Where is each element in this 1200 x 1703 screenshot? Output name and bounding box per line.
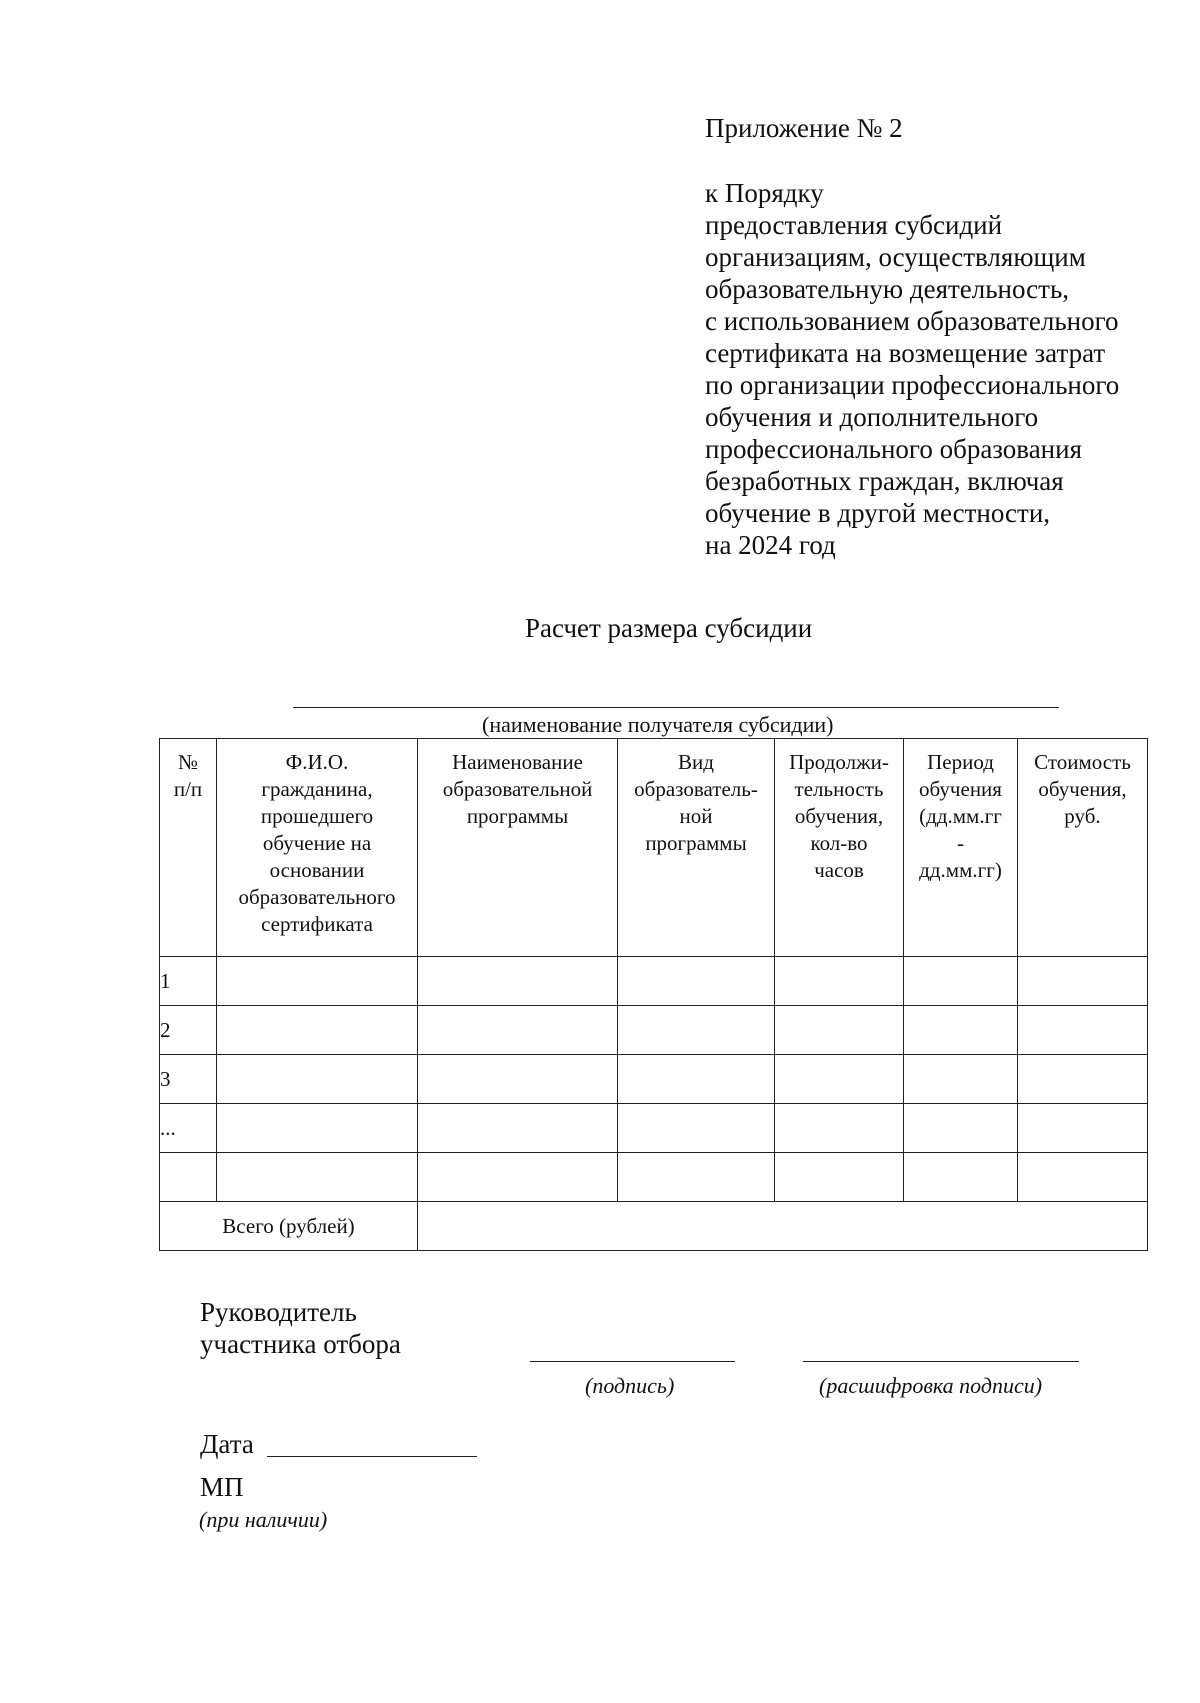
cell-cost[interactable] [1018, 957, 1148, 1006]
appendix-line: сертификата на возмещение затрат [705, 338, 1106, 368]
cell-cost[interactable] [1018, 1006, 1148, 1055]
table-row [160, 957, 1148, 1006]
date-label: Дата [200, 1429, 254, 1459]
appendix-body [705, 177, 1119, 561]
cell-duration[interactable] [775, 957, 904, 1006]
subsidy-calculation-table [159, 738, 1148, 1251]
header-duration: Продолжи- тельность обучения, кол-во часов [775, 739, 904, 957]
cell-program-name[interactable] [418, 957, 618, 1006]
cell-program-type[interactable] [618, 1055, 775, 1104]
signature-caption: (подпись) [585, 1373, 675, 1398]
appendix-line: безработных граждан, включая [705, 466, 1064, 496]
appendix-line: к Порядку [705, 178, 824, 208]
cell-full-name[interactable] [217, 1055, 418, 1104]
appendix-line: обучение в другой местности, [705, 498, 1051, 528]
cell-program-name[interactable] [418, 1153, 618, 1202]
signature-decode-caption: (расшифровка подписи) [819, 1373, 1043, 1398]
row-number: 2 [160, 1006, 217, 1055]
header-full-name: Ф.И.О. гражданина, прошедшего обучение на основании образовательного сертификата [217, 739, 418, 957]
signatory-title-line: Руководитель [200, 1297, 357, 1327]
cell-period[interactable] [904, 1104, 1018, 1153]
cell-cost[interactable] [1018, 1055, 1148, 1104]
signatory-title [200, 1296, 401, 1360]
cell-program-type[interactable] [618, 1153, 775, 1202]
cell-program-type[interactable] [618, 1104, 775, 1153]
row-number: 1 [160, 957, 217, 1006]
row-number: 3 [160, 1055, 217, 1104]
appendix-line: на 2024 год [705, 530, 836, 560]
cell-program-type[interactable] [618, 957, 775, 1006]
row-number: ... [160, 1104, 217, 1153]
appendix-line: образовательную деятельность, [705, 274, 1070, 304]
table-header-row [160, 739, 1148, 957]
header-program-type: Вид образователь- ной программы [618, 739, 775, 957]
appendix-line: по организации профессионального [705, 370, 1120, 400]
appendix-heading: Приложение № 2 [705, 113, 903, 143]
stamp-note: (при наличии) [199, 1507, 328, 1532]
cell-program-name[interactable] [418, 1104, 618, 1153]
stamp-label: МП [200, 1472, 244, 1502]
cell-cost[interactable] [1018, 1153, 1148, 1202]
cell-duration[interactable] [775, 1153, 904, 1202]
total-label: Всего (рублей) [160, 1202, 418, 1251]
table-row [160, 1104, 1148, 1153]
cell-cost[interactable] [1018, 1104, 1148, 1153]
cell-period[interactable] [904, 1006, 1018, 1055]
signature-field[interactable] [530, 1361, 735, 1362]
appendix-line: с использованием образовательного [705, 306, 1119, 336]
header-cost: Стоимость обучения, руб. [1018, 739, 1148, 957]
total-value-cell[interactable] [418, 1202, 1148, 1251]
table-row [160, 1153, 1148, 1202]
row-number [160, 1153, 217, 1202]
header-period: Период обучения (дд.мм.гг - дд.мм.гг) [904, 739, 1018, 957]
total-row [160, 1202, 1148, 1251]
signature-decode-field[interactable] [803, 1361, 1079, 1362]
document-title: Расчет размера субсидии [525, 613, 813, 643]
cell-full-name[interactable] [217, 1104, 418, 1153]
cell-program-name[interactable] [418, 1055, 618, 1104]
appendix-line: предоставления субсидий [705, 210, 1003, 240]
appendix-line: профессионального образования [705, 434, 1082, 464]
cell-period[interactable] [904, 1055, 1018, 1104]
cell-full-name[interactable] [217, 957, 418, 1006]
appendix-line: обучения и дополнительного [705, 402, 1039, 432]
table-row [160, 1055, 1148, 1104]
date-field[interactable] [267, 1456, 477, 1457]
table-row [160, 1006, 1148, 1055]
cell-duration[interactable] [775, 1104, 904, 1153]
recipient-caption: (наименование получателя субсидии) [482, 712, 834, 737]
cell-duration[interactable] [775, 1006, 904, 1055]
cell-period[interactable] [904, 957, 1018, 1006]
signatory-title-line: участника отбора [200, 1329, 401, 1359]
appendix-line: организациям, осуществляющим [705, 242, 1086, 272]
cell-program-name[interactable] [418, 1006, 618, 1055]
cell-program-type[interactable] [618, 1006, 775, 1055]
cell-full-name[interactable] [217, 1153, 418, 1202]
header-program-name: Наименование образовательной программы [418, 739, 618, 957]
cell-duration[interactable] [775, 1055, 904, 1104]
header-number: № п/п [160, 739, 217, 957]
cell-period[interactable] [904, 1153, 1018, 1202]
recipient-name-field[interactable] [293, 707, 1059, 708]
cell-full-name[interactable] [217, 1006, 418, 1055]
